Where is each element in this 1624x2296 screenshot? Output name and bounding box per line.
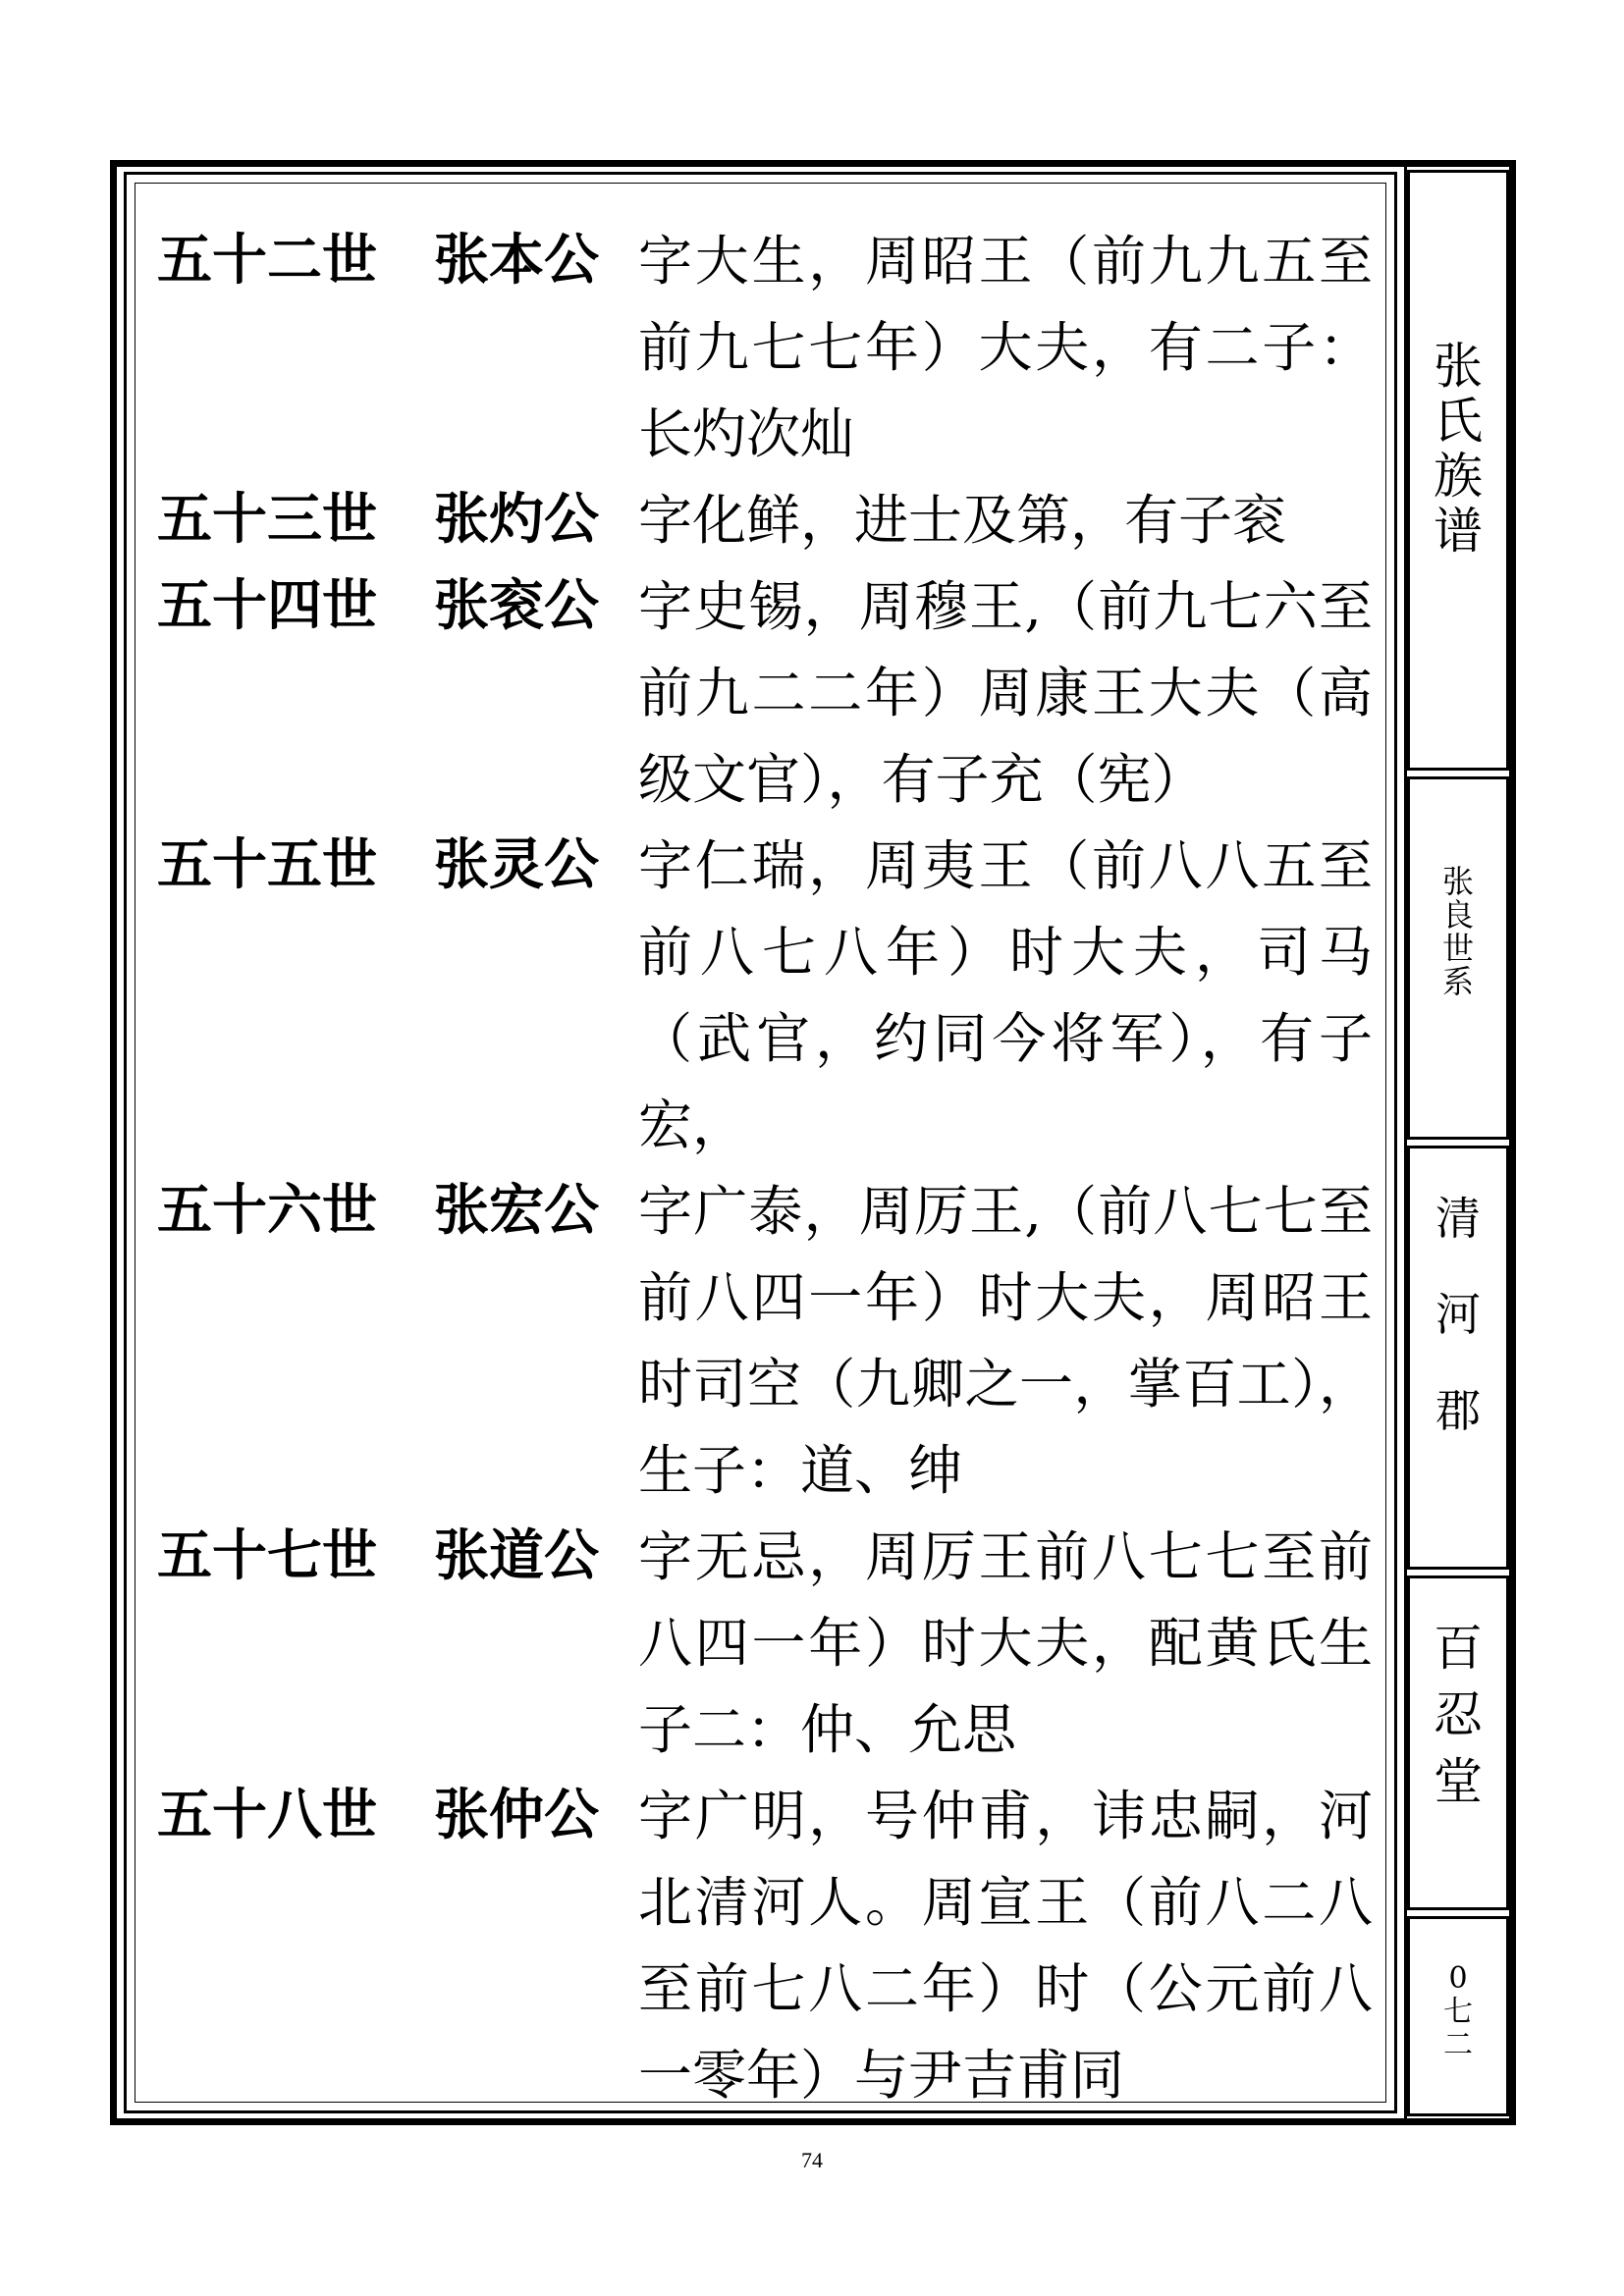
- side-char: 忍: [1434, 1686, 1483, 1743]
- genealogy-entry: [157, 477, 1384, 563]
- genealogy-entry: [157, 823, 1384, 1168]
- ancestor-name: 张灵公: [434, 833, 599, 897]
- side-commandery: [1407, 1146, 1509, 1570]
- side-char: 0: [1448, 1961, 1468, 1996]
- ancestor-name: 张道公: [434, 1524, 599, 1588]
- genealogy-entry: [157, 1773, 1384, 2118]
- genealogy-entry: [157, 563, 1384, 823]
- side-char: 系: [1441, 963, 1474, 1000]
- side-char: 张: [1434, 338, 1483, 395]
- genealogy-entry: [157, 218, 1384, 477]
- side-char: 族: [1434, 448, 1483, 505]
- entry-heading: [157, 218, 638, 304]
- entry-text: 字化鲜，进士及第，有子衮: [638, 489, 1287, 552]
- entry-text: 字广明，号仲甫，讳忠嗣，河北清河人。周宣王（前八二八至前七八二年）时（公元前八一零年）与尹吉甫同: [638, 1785, 1373, 2107]
- side-char: 河: [1435, 1288, 1481, 1341]
- entry-heading: [157, 563, 638, 650]
- entry-heading: [157, 1514, 638, 1600]
- side-lineage: [1407, 776, 1509, 1140]
- entry-heading: [157, 1773, 638, 1859]
- side-char: 百: [1434, 1620, 1483, 1677]
- ancestor-name: 张仲公: [434, 1784, 599, 1847]
- side-folio: [1407, 1916, 1509, 2116]
- entry-text: 字广泰，周厉王,（前八七七至前八四一年）时大夫，周昭王时司空（九卿之一，掌百工），生子：道、绅: [638, 1180, 1373, 1502]
- genealogy-entries: [157, 218, 1384, 2118]
- side-char: 世: [1441, 930, 1474, 967]
- ancestor-name: 张灼公: [434, 488, 599, 552]
- ancestor-name: 张宏公: [434, 1179, 599, 1243]
- side-book-title: [1407, 170, 1509, 771]
- side-char: 清: [1435, 1192, 1481, 1245]
- side-hall: [1407, 1575, 1509, 1910]
- entry-text: 字史锡，周穆王,（前九七六至前九二二年）周康王大夫（高级文官），有子充（宪）: [638, 575, 1373, 811]
- ancestor-name: 张衮公: [434, 574, 599, 638]
- generation-label: 五十四世: [157, 574, 377, 638]
- side-column: [1407, 167, 1509, 2120]
- entry-heading: [157, 477, 638, 563]
- side-char: 张: [1441, 863, 1474, 900]
- side-char: 郡: [1435, 1384, 1481, 1437]
- side-char: 谱: [1434, 503, 1483, 560]
- generation-label: 五十六世: [157, 1179, 377, 1243]
- entry-text: 字仁瑞，周夷王（前八八五至前八七八年）时大夫，司马（武官，约同今将军），有子宏，: [638, 834, 1373, 1156]
- side-char: 七: [1443, 1995, 1473, 2029]
- ancestor-name: 张本公: [434, 229, 599, 293]
- generation-label: 五十三世: [157, 488, 377, 552]
- page-number: 74: [801, 2148, 823, 2172]
- side-char: 良: [1441, 896, 1474, 934]
- side-char: 氏: [1434, 393, 1483, 450]
- side-char: 二: [1443, 2028, 1473, 2062]
- entry-text: 字大生，周昭王（前九九五至前九七七年）大夫，有二子：长灼次灿: [638, 230, 1373, 465]
- entry-text: 字无忌，周厉王前八七七至前八四一年）时大夫，配黄氏生子二：仲、允思: [638, 1525, 1373, 1761]
- generation-label: 五十七世: [157, 1524, 377, 1588]
- genealogy-entry: [157, 1168, 1384, 1514]
- generation-label: 五十八世: [157, 1784, 377, 1847]
- side-char: 堂: [1434, 1753, 1483, 1810]
- generation-label: 五十五世: [157, 833, 377, 897]
- generation-label: 五十二世: [157, 229, 377, 293]
- genealogy-entry: [157, 1514, 1384, 1773]
- entry-heading: [157, 823, 638, 909]
- entry-heading: [157, 1168, 638, 1255]
